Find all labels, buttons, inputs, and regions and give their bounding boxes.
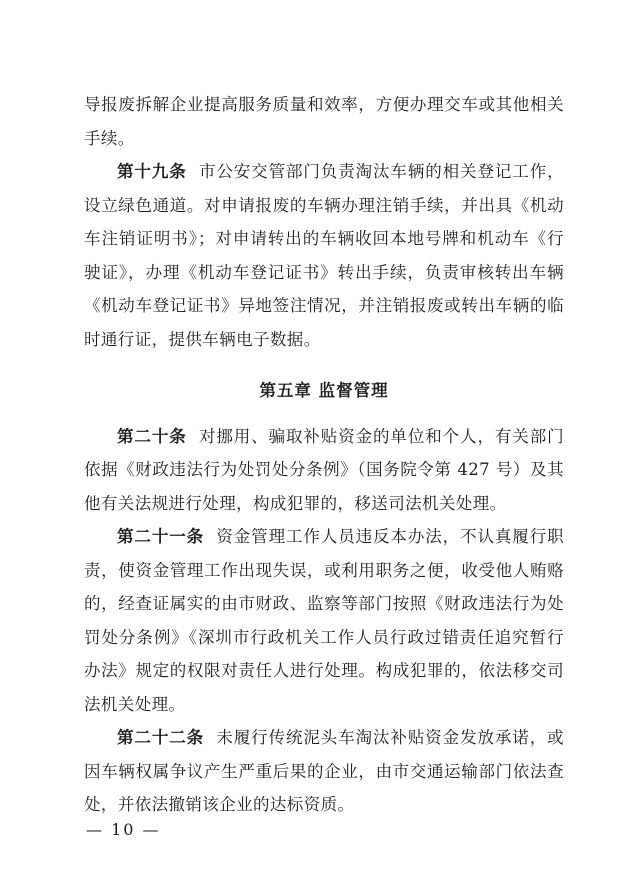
- article-19-paragraph: [84, 155, 564, 356]
- article-21-paragraph: [84, 520, 564, 721]
- continuation-paragraph: 导报废拆解企业提高服务质量和效率，方便办理交车或其他相关手续。: [84, 95, 564, 148]
- article-22-paragraph: [84, 721, 564, 822]
- article-22-text: 未履行传统泥头车淘汰补贴资金发放承诺，或因车辆权属争议产生严重后果的企业，由市交通运输部门依法查处，并依法撤销该企业的达标资质。: [84, 728, 565, 814]
- document-body: [84, 88, 564, 822]
- article-20-paragraph: [84, 420, 564, 521]
- article-19-number: 第十九条: [117, 162, 187, 181]
- article-21-number: 第二十一条: [117, 527, 205, 546]
- article-20-number: 第二十条: [117, 426, 187, 446]
- article-20-text: 对挪用、骗取补贴资金的单位和个人，有关部门依据《财政违法行为处罚处分条例》（国务院令第 427 号）及其他有关法规进行处理，构成犯罪的，移送司法机关处理。: [84, 426, 564, 513]
- chapter-title: 第五章 监督管理: [259, 381, 389, 400]
- article-19-text: 市公安交管部门负责淘汰车辆的相关登记工作，设立绿色通道。对申请报废的车辆办理注销手续，并出具《机动车注销证明书》；对申请转出的车辆收回本地号牌和机动车《行驶证》，办理《机动车登记证书》转出手续，负责审核转出车辆《机动车登记证书》异地签注情况，并注销报废或转出车辆的临时通行证，提供车辆电子数据。: [84, 162, 564, 349]
- article-21-text: 资金管理工作人员违反本办法，不认真履行职责，使资金管理工作出现失误，或利用职务之便，收受他人贿赂的，经查证属实的由市财政、监察等部门按照《财政违法行为处罚处分条例》《深圳市行政机关工作人员行政过错责任追究暂行办法》规定的权限对责任人进行处理。构成犯罪的，依法移交司法机关处理。: [84, 527, 565, 714]
- page-number: — 10 —: [86, 820, 161, 839]
- article-22-number: 第二十二条: [117, 728, 205, 747]
